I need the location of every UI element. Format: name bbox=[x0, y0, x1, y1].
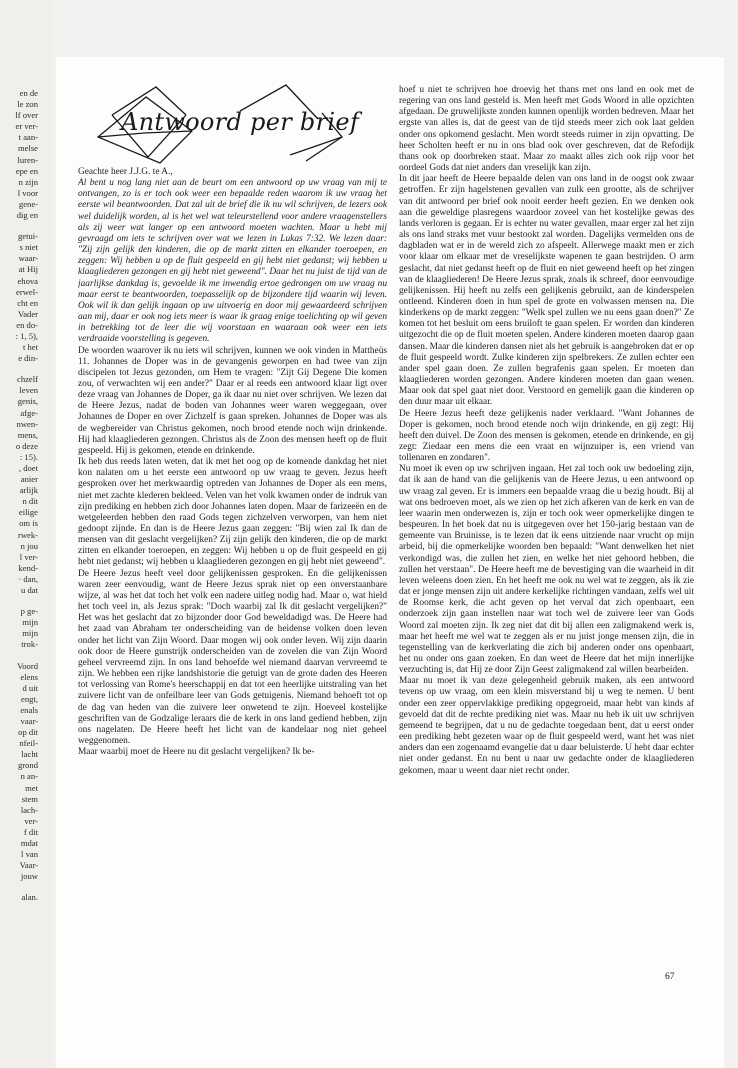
previous-page-text-fragment bbox=[0, 88, 38, 903]
fragment-line: cht en bbox=[17, 297, 38, 308]
fragment-line: er ver- bbox=[15, 121, 38, 132]
fragment-line: alan. bbox=[21, 892, 38, 903]
fragment-line: : 15). bbox=[19, 451, 38, 462]
body-paragraph: In dit jaar heeft de Heere bepaalde delen van ons land in de oogst ook zwaar getroffen. Er zijn hagelstenen gevallen van zulk een grootte, als de schrijver van dit antwoord per brief ook nooit eerder heeft gezien. En we denken ook aan die geweldige plasregens waardoor zoveel van het kostelijke gewas des lands verloren is gegaan. Er is echter nu water gevallen, maar erger zal het zijn als ons land straks met vuur bestookt zal worden. Dagelijks vermelden ons de dagbladen wat er in de wereld zich zo afspeelt. Allerwege maakt men er zich voor klaar om elkaar met de vreselijkste wapenen te gaan bestrijden. O arm geslacht, dat niet gedanst heeft op de fluit en niet geweend heeft op het zingen van de klaagliederen! De Heere Jezus sprak, zoals ik schreef, door eenvoudige gelijkenissen. Hij heeft nu zelfs een gelijkenis gebruikt, aan de kinderspelen ontleend. Kinderen doen in hun spel de grote en volwassen mensen na. Die kinderkens op de markt zeggen: "Welk spel zullen we nu eens gaan doen?" Ze komen tot het besluit om eens bruiloft te gaan spelen. Er worden dan kinderen uitgezocht die op de fluit moeten spelen. Andere kinderen moeten daarop gaan dansen. Maar die kinderen dansen niet als het gebruik is aangebroken dat er op de fluit gespeeld wordt. Zulke kinderen zijn spelbrekers. Ze zullen echter een ander spel gaan doen. Ze zullen begrafenis gaan spelen. Er moeten dan klaagliederen worden gezongen. Andere kinderen moeten dan gaan wenen. Maar ook dat spel gaat niet door. Verstoord en gemelijk gaan die kinderen op den duur maar uit elkaar. bbox=[399, 174, 694, 408]
body-paragraph: Ik heb dus reeds laten weten, dat ik met het oog op de komende dankdag het niet kon nalaten om u het eerste een antwoord op uw vraag te geven. Jezus heeft gesproken over het merkwaardig optreden van Johannes de Doper als een mens, niet met zachte klederen bekleed. Velen van het volk kwamen onder de indruk van zijn prediking en hebben zich door Johannes laten dopen. Maar de farizeeën en de wetgeleerden hebben den raad Gods tegen zichzelven verworpen, van hem niet gedoopt zijnde. En dan is de Heere Jezus gaan zeggen: "Bij wien zal Ik dan de mensen van dit geslacht vergelijken? Zij zijn gelijk den kinderen, die op de markt zitten en elkander toeroepen, en zeggen: Wij hebben u op de fluit gespeeld en gij hebt niet gedanst; wij hebben u klaagliederen gezongen en gij hebt niet geweend". bbox=[78, 457, 387, 568]
fragment-line: o deze bbox=[15, 440, 38, 451]
fragment-gap bbox=[0, 364, 38, 374]
fragment-line: grond bbox=[17, 760, 38, 771]
fragment-line: nwen- bbox=[16, 418, 38, 429]
fragment-line: en do- bbox=[16, 319, 38, 330]
body-paragraph: hoef u niet te schrijven hoe droevig het thans met ons land en ook met de regering van ons land gesteld is. Men heeft met Gods Woord in alle opzichten afgedaan. De gruwelijkste zonden kunnen openlijk worden bedreven. Maar het ergste van alles is, dat de geest van de tijd steeds meer zich ook laat gelden onder ons opkomend geslacht. Men wordt steeds ruimer in zijn opvatting. De heer Scholten heeft er nu in ons blad ook over geschreven, dat de Refodijk thans ook op doorbreken staat. Maar zo maakt alles zich ook rijp voor het oordeel Gods dat niet anders dan vreselijk kan zijn. bbox=[399, 85, 694, 174]
fragment-line: op dit bbox=[18, 727, 38, 738]
fragment-line: u dat bbox=[21, 585, 38, 596]
body-paragraph: Maar nu moet ik van deze gelegenheid gebruik maken, als een antwoord tevens op uw vraag, om een klein misverstand bij u weg te nemen. U bent onder een zeer oppervlakkige prediking opgegroeid, maar hebt van kinds af gevoeld dat dit de rechte prediking niet was. Maar nu heb ik uit uw schrijven gemeend te begrijpen, dat u nu de gedachte toegedaan bent, dat u eerst onder een prediking hebt gezeten waar op de fluit gespeeld werd, want het was niet anders dan een zogenaamd evangelie dat u daar beluisterde. U hebt daar echter niet onder gedanst. En nu bent u naar uw gedachte onder de klaagliederen gekomen, maar u weent daar niet recht onder. bbox=[399, 676, 694, 776]
body-paragraph: De Heere Jezus heeft deze gelijkenis nader verklaard. "Want Johannes de Doper is gekomen, noch brood etende noch wijn drinkende, en gij zegt: Hij heeft den duivel. De Zoon des mensen is gekomen, etende en drinkende, en gij zegt: Ziedaar een mens die een vraat en wijnzuiper is, een vriend van tollenaren en zondaren". bbox=[399, 408, 694, 464]
fragment-line: mijn bbox=[22, 617, 38, 628]
fragment-line: chzelf bbox=[17, 374, 38, 385]
left-column bbox=[78, 167, 387, 987]
fragment-line: t aan- bbox=[18, 132, 38, 143]
fragment-line: : 1, 5), bbox=[15, 330, 38, 341]
fragment-line: kend- bbox=[18, 562, 38, 573]
fragment-line: luren- bbox=[17, 154, 38, 165]
fragment-line: lacht bbox=[21, 749, 38, 760]
fragment-gap bbox=[0, 882, 38, 892]
salutation: Geachte heer J.J.G. te A., bbox=[78, 167, 173, 177]
fragment-line: t het bbox=[22, 342, 38, 353]
body-paragraph: De woorden waarover ik nu iets wil schrijven, kunnen we ook vinden in Mattheüs 11. Johannes de Doper was in de gevangenis geworpen en had twee van zijn discipelen tot Jezus gezonden, om Hem te vragen: "Zijt Gij Degene Die komen zou, of verwachten wij een ander?" Daar er al reeds een antwoord klaar ligt over deze vraag van Johannes de Doper, ga ik daar nu niet over schrijven. We lezen dat de Heere Jezus, nadat de boden van Johannes weer waren weggegaan, over Johannes de Doper en over Zichzelf is gaan spreken. Johannes de Doper was als de wegbereider van Christus gekomen, noch brood etende noch wijn drinkende. Hij had klaagliederen gezongen. Christus als de Zoon des mensen heeft op de fluit gespeeld. Hij is gekomen, etende en drinkende. bbox=[78, 345, 387, 456]
fragment-line: mijn bbox=[22, 628, 38, 639]
fragment-line: n zijn bbox=[18, 176, 38, 187]
fragment-line: lach- bbox=[20, 804, 38, 815]
fragment-line: genis, bbox=[17, 396, 38, 407]
fragment-line: melse bbox=[17, 143, 38, 154]
fragment-line: gene- bbox=[18, 198, 38, 209]
fragment-line: engt, bbox=[21, 693, 38, 704]
fragment-line: eilige bbox=[18, 507, 38, 518]
fragment-line: s niet bbox=[19, 242, 38, 253]
fragment-line: nfeil- bbox=[19, 738, 38, 749]
fragment-line: n an- bbox=[20, 771, 38, 782]
fragment-line: , doet bbox=[18, 463, 38, 473]
fragment-line: vaar- bbox=[20, 715, 38, 726]
fragment-line: anier bbox=[20, 474, 38, 485]
fragment-line: elens bbox=[20, 671, 38, 682]
fragment-line: p ge- bbox=[20, 606, 38, 617]
fragment-line: n jou bbox=[20, 540, 38, 551]
fragment-line: met bbox=[25, 782, 38, 793]
fragment-line: dig en bbox=[16, 210, 38, 221]
previous-page-edge bbox=[0, 0, 52, 1068]
body-paragraph: Nu moet ik even op uw schrijven ingaan. Het zal toch ook uw bedoeling zijn, dat ik aan de hand van die gelijkenis van de Heere Jezus, u een antwoord op uw vraag zal geven. Er is immers een bepaalde vraag die u bezig houdt. Bij al wat ons bedroeven moet, als we zien op het zich afkeren van de kerk en van de leer waarin men onderwezen is, zijn er toch ook weer opmerkelijke dingen te bespeuren. In het boek dat nu is uitgegeven over het 150-jarig bestaan van de gemeente van Bruinisse, is te lezen dat ik eens uitziende naar vrucht op mijn arbeid, bij die opmerkelijke woorden ben bepaald: "Want denwelken het niet verkondigd was, die zullen het zien, en welke het niet gehoord hebben, die zullen het verstaan". De Heere heeft me de bevestiging van die waarheid in dit leven weleens doen zien. En het heeft me ook nu wel wat te zeggen, als ik zie dat er jonge mensen zijn uit andere kerkelijke richtingen vandaan, zelfs wel uit de Roomse kerk, die acht geven op het verval dat zich openbaart, een onderzoek zijn gaan instellen naar wat toch wel de zuivere leer van Gods Woord zal moeten zijn. Ik zeg niet dat dit bij allen een zaligmakend werk is, maar het heeft me wel wat te zeggen als er nu juist jonge mensen zijn, die in tegenstelling van de kerkverlating die zich bij anderen onder ons openbaart, het nu onder ons gaan zoeken. En dan weet de Heere dat het mijn innerlijke verzuchting is, dat Hij ze door Zijn Geest zaligmakend zal willen bearbeiden. bbox=[399, 464, 694, 676]
right-column bbox=[399, 85, 694, 985]
fragment-line: e din- bbox=[18, 353, 38, 364]
fragment-line: waar- bbox=[18, 253, 38, 264]
fragment-line: l ver- bbox=[19, 551, 38, 562]
fragment-gap bbox=[0, 221, 38, 231]
body-paragraph: De Heere Jezus heeft veel door gelijkenissen gesproken. En die gelijkenissen waren zeer eenvoudig, want de Heere Jezus sprak niet op een onverstaanbare wijze, al was het dat toch het volk een nadere uitleg nodig had. Maar o, wat hield het toch veel in, als Jezus sprak: "Doch waarbij zal Ik dit geslacht vergelijken?" Het was het geslacht dat zo bijzonder door God beweldadigd was. De Heere had het zaad van Abraham ter onderscheiding van de heidense volken doen leven onder het licht van Zijn Woord. Daar mogen wij ook onder leven. Wij zijn daarin ook door de Heere gunstrijk onderscheiden van de zovelen die van Zijn Woord geheel vervreemd zijn. In ons land behoefde wel niemand daarvan vervreemd te zijn. We hebben een rijke landshistorie die getuigt van de grote daden des Heeren tot verlossing van Rome's heerschappij en dat tot een heerlijke uitstraling van het zuivere licht van de onfeilbare leer van Gods getuigenis. Niemand behoeft tot op de dag van heden van die zuivere leer onwetend te zijn. Hoeveel kostelijke geschriften van de Godzalige leraars die de kerk in ons land gediend hebben, zijn ons nagelaten. De Heere heeft het licht van de kandelaar nog niet geheel weggenomen. bbox=[78, 568, 387, 746]
fragment-line: n dit bbox=[22, 496, 38, 507]
fragment-gap bbox=[0, 651, 38, 661]
fragment-line: ver- bbox=[24, 815, 38, 826]
fragment-line: epe en bbox=[15, 165, 38, 176]
fragment-line: om is bbox=[19, 518, 38, 529]
fragment-line: en de bbox=[19, 88, 38, 98]
fragment-line: · dan, bbox=[18, 573, 38, 584]
fragment-line: afge- bbox=[20, 407, 38, 418]
fragment-line: stem bbox=[21, 793, 38, 804]
fragment-line: ehova bbox=[17, 275, 38, 286]
intro-paragraph: Al bent u nog lang niet aan de beurt om een antwoord op uw vraag van mij te ontvangen, zo is er toch ook weer een bepaalde reden waarom ik uw vraag het eerste wil beantwoorden. Dat zal uit de brief die ik nu wil schrijven, de lezers ook wel duidelijk worden, al is het wel wat teleurstellend voor andere vraagenstellers als zij weer wat langer op een antwoord moeten wachten. Maar u hebt mij gevraagd om iets te schrijven over wat we lezen in Lukas 7:32. We lezen daar: "Zij zijn gelijk den kinderen, die op de markt zitten en elkander toeroepen, en zeggen: Wij hebben u op de fluit gespeeld en gij hebt niet gedanst; wij hebben u klaagliederen gezongen en gij hebt niet geweend". Daar het nu juist de tijd van de jaarlijkse dankdag is, gevoelde ik me inwendig ertoe gedrongen om uw vraag nu maar eerst te beantwoorden, toepasselijk op de bijzondere tijd waarin wij leven. Ook wil ik dan gelijk ingaan op uw uitvoerig en door mij gewaardeerd schrijven aan mij, daar er ook nog iets meer is waar ik graag enige toelichting op wil geven in betrekking tot de leer die wij voorstaan en waaraan ook weer een iets verdraaide voorstelling is gegeven. bbox=[78, 178, 387, 345]
fragment-line: jouw bbox=[20, 871, 38, 882]
fragment-line: getui- bbox=[17, 231, 38, 242]
fragment-line: lf over bbox=[15, 110, 38, 121]
fragment-line: mdat bbox=[20, 838, 38, 848]
fragment-gap bbox=[0, 596, 38, 606]
fragment-line: rwek- bbox=[17, 529, 38, 540]
fragment-line: enals bbox=[20, 704, 38, 715]
fragment-line: d uit bbox=[22, 682, 38, 693]
fragment-line: leven bbox=[19, 385, 38, 396]
fragment-line: f dit bbox=[23, 826, 38, 837]
fragment-line: erwel- bbox=[16, 286, 38, 297]
fragment-line: le zon bbox=[17, 99, 38, 110]
fragment-line: Vader bbox=[17, 308, 38, 319]
fragment-line: Vaar- bbox=[19, 860, 38, 871]
fragment-line: Voord bbox=[17, 660, 38, 671]
fragment-line: at Hij bbox=[18, 264, 38, 275]
fragment-line: arlijk bbox=[19, 485, 38, 496]
fragment-line: mens, bbox=[17, 429, 38, 440]
body-paragraph: Maar waarbij moet de Heere nu dit geslacht vergelijken? Ik be- bbox=[78, 747, 315, 758]
column-title-logo: Antwoord per brief bbox=[121, 108, 360, 136]
page-number: 67 bbox=[665, 972, 675, 982]
fragment-line: trok- bbox=[21, 639, 38, 650]
fragment-line: l van bbox=[21, 849, 38, 860]
fragment-line: l voor bbox=[17, 187, 38, 198]
